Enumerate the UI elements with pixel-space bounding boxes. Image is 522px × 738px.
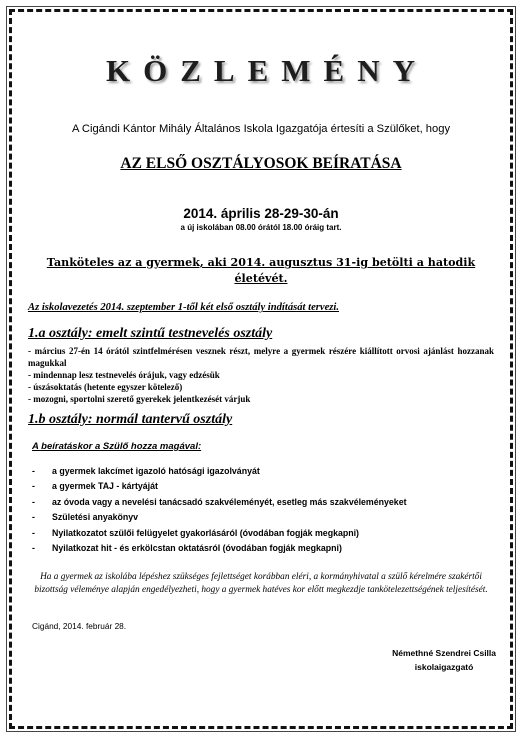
- intro-text: A Cigándi Kántor Mihály Általános Iskola Igazgatója értesíti a Szülőket, hogy: [71, 123, 451, 135]
- signature-block: [392, 646, 496, 674]
- class-b-heading: 1.b osztály: normál tantervű osztály: [28, 412, 233, 427]
- place-and-date: Cigánd, 2014. február 28.: [32, 621, 127, 632]
- list-item: - Születési anyakönyv: [32, 512, 139, 523]
- list-item: - Nyilatkozatot szülői felügyelet gyakorlásáról (óvodában fogják megkapni): [32, 527, 359, 538]
- signatory-role: iskolaigazgató: [414, 662, 474, 672]
- class-a-heading: 1.a osztály: emelt szintű testnevelés osztály: [28, 326, 273, 341]
- notice-document: [28, 40, 494, 631]
- subject-heading: AZ ELSŐ OSZTÁLYOSOK BEÍRATÁSA: [120, 155, 402, 172]
- documents-heading: A beíratáskor a Szülő hozza magával:: [32, 441, 202, 452]
- enrollment-hours: a új iskolában 08.00 órától 18.00 óráig tart.: [180, 223, 342, 232]
- list-item: - a gyermek lakcímet igazoló hatósági igazolványát: [32, 466, 260, 476]
- list-item: - mindennap lesz testnevelés órájuk, vagy edzésük: [28, 370, 220, 380]
- enrollment-dates: 2014. április 28-29-30-án: [183, 206, 339, 221]
- list-item: - mozogni, sportolni szerető gyerekek jelentkezését várjuk: [28, 394, 251, 404]
- class-a-details: [28, 345, 494, 405]
- list-item: - Nyilatkozat hit - és erkölcstan oktatásról (óvodában fogják megkapni): [32, 543, 342, 554]
- list-item: - a gyermek TAJ - kártyáját: [32, 481, 158, 492]
- early-enrollment-note: Ha a gyermek az iskolába lépéshez szükséges fejlettséget korábban eléri, a kormányhivatal a szülő kérelmére szakértői bizottság véleménye alapján engedélyezheti, hogy a gyermek hatéves kor előtt megkezdje tankötelezettségének teljesítését.: [34, 572, 488, 596]
- list-item: - úszásoktatás (hetente egyszer kötelező): [28, 382, 183, 392]
- list-item: - az óvoda vagy a nevelési tanácsadó szakvéleményét, esetleg más szakvéleményeket: [32, 496, 407, 507]
- signatory-name: Némethné Szendrei Csilla: [392, 648, 496, 658]
- documents-list: [32, 464, 494, 556]
- list-item: - március 27-én 14 órától szintfelmérésen vesznek részt, melyre a gyermek részére kiállított orvosi ajánlást hozzanak magukkal: [28, 346, 494, 368]
- school-age-requirement: Tanköteles az a gyermek, aki 2014. augusztus 31-ig betölti a hatodik életévét.: [46, 256, 476, 285]
- class-plan-statement: Az iskolavezetés 2014. szeptember 1-től két első osztály indítását tervezi.: [28, 302, 340, 313]
- page-title: KÖZLEMÉNY: [106, 53, 428, 88]
